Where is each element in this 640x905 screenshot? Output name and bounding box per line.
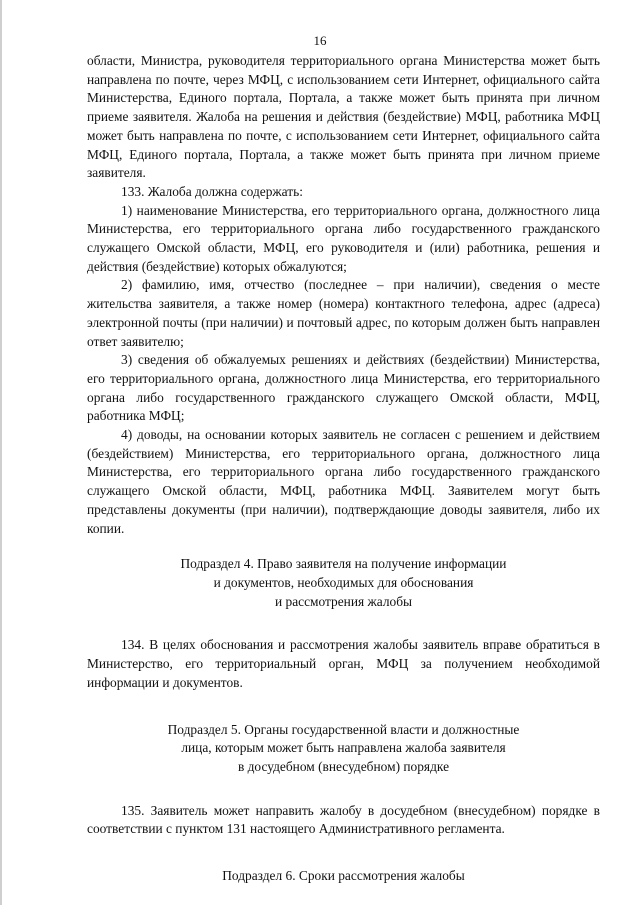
spacer [87, 538, 600, 555]
paragraph-133-item-2: 2) фамилию, имя, отчество (последнее – при наличии), сведения о месте жительства заявителя, а также номер (номера) контактного телефона, адрес (адреса) электронной почты (при наличии) и почтовый адрес, по которым должен быть направлен ответ заявителю; [87, 277, 600, 349]
subsection-6-heading-line: Подраздел 6. Сроки рассмотрения жалобы [222, 868, 465, 884]
paragraph-continuation: области, Министра, руководителя территориального органа Министерства может быть направлена по почте, через МФЦ, с использованием сети Интернет, официального сайта Министерства, Единого портала, Портала, а также может быть принята при личном приеме заявителя. Жалоба на решения и действия (бездействие) МФЦ, работника МФЦ может быть направлена по почте, с использованием сети Интернет, официального сайта МФЦ, Единого портала, Портала, а также может быть принята при личном приеме заявителя. [87, 53, 600, 181]
scan-edge [0, 0, 2, 905]
paragraph-134: 134. В целях обоснования и рассмотрения жалобы заявитель вправе обратиться в Министерство, его территориальный орган, МФЦ за получением необходимой информации и документов. [87, 637, 600, 690]
spacer [87, 777, 600, 802]
spacer [87, 839, 600, 867]
subsection-4-heading-line: и документов, необходимых для обоснования [213, 574, 474, 590]
subsection-5-heading-line: в досудебном (внесудебном) порядке [237, 758, 450, 774]
subsection-4-heading-line: и рассмотрения жалобы [274, 593, 413, 609]
paragraph-133-item-3: 3) сведения об обжалуемых решениях и действиях (бездействии) Министерства, его территориального органа, должностного лица Министерства, его территориального органа либо государственного гражданского служащего Омской области, МФЦ, работника МФЦ; [87, 352, 600, 424]
document-body [87, 52, 600, 886]
subsection-5-heading-line: Подраздел 5. Органы государственной власти и должностные [167, 721, 520, 737]
subsection-6-heading [87, 867, 600, 886]
subsection-5-heading [87, 721, 600, 777]
spacer [87, 611, 600, 636]
paragraph-133: 133. Жалоба должна содержать: [121, 183, 303, 199]
spacer [87, 693, 600, 721]
page-number: 16 [313, 33, 327, 48]
subsection-4-heading [87, 555, 600, 611]
paragraph-135: 135. Заявитель может направить жалобу в досудебном (внесудебном) порядке в соответствии с пунктом 131 настоящего Административного регламента. [87, 802, 600, 837]
subsection-4-heading-line: Подраздел 4. Право заявителя на получение информации [180, 556, 507, 572]
subsection-5-heading-line: лица, которым может быть направлена жалоба заявителя [181, 740, 506, 756]
paragraph-133-item-4: 4) доводы, на основании которых заявитель не согласен с решением и действием (бездействием) Министерства, его территориального органа, должностного лица Министерства, его территориального органа либо государственного гражданского служащего Омской области, МФЦ, работника МФЦ. Заявителем могут быть представлены документы (при наличии), подтверждающие доводы заявителя, либо их копии. [87, 427, 600, 536]
paragraph-133-item-1: 1) наименование Министерства, его территориального органа, должностного лица Министерства, его территориального органа либо государственного гражданского служащего Омской области, МФЦ, его руководителя и (или) работника, решения и действия (бездействие) которых обжалуются; [87, 202, 600, 274]
